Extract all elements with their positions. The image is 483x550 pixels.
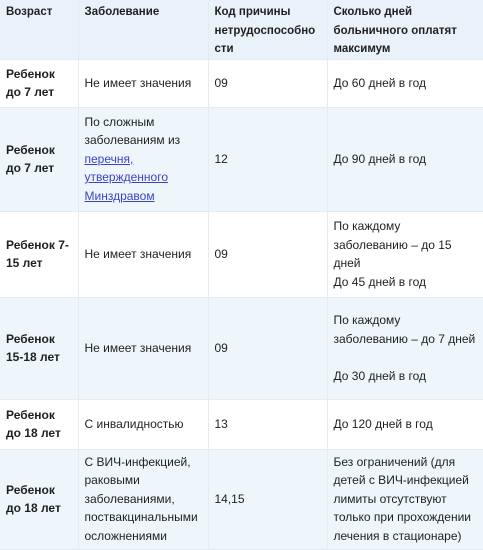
days-cell: До 120 дней в год (327, 399, 483, 449)
age-cell: Ребенок до 18 лет (0, 449, 78, 549)
days-per-illness: По каждому заболеванию – до 7 дней (333, 313, 476, 346)
code-cell: 09 (208, 59, 327, 107)
code-cell: 09 (208, 297, 327, 399)
ministry-list-link[interactable]: перечня, утвержденного Минздравом (84, 151, 169, 203)
disease-cell: С инвалидностью (78, 399, 208, 449)
days-per-illness: По каждому заболеванию – до 15 дней (333, 219, 452, 270)
table-row (0, 399, 483, 449)
code-cell: 09 (208, 211, 327, 297)
days-cell: До 60 дней в год (327, 59, 483, 107)
table-row (0, 107, 483, 211)
days-cell: Без ограничений (для детей с ВИЧ-инфекцией лимиты отсутствуют только при прохождении лечения в стационаре) (327, 449, 483, 549)
code-cell: 12 (208, 107, 327, 211)
age-cell: Ребенок до 18 лет (0, 399, 78, 449)
age-cell: Ребенок до 7 лет (0, 59, 78, 107)
age-cell: Ребенок до 7 лет (0, 107, 78, 211)
table-header-row (0, 0, 483, 59)
table-row (0, 211, 483, 297)
table-row (0, 59, 483, 107)
disease-cell: Не имеет значения (78, 211, 208, 297)
disease-cell: С ВИЧ-инфекцией, раковыми заболеваниями, поствакцинальными осложнениями (78, 449, 208, 549)
age-cell: Ребенок 7-15 лет (0, 211, 78, 297)
code-cell: 14,15 (208, 449, 327, 549)
disease-cell: Не имеет значения (78, 59, 208, 107)
header-disease: Заболевание (78, 0, 208, 59)
days-cell (327, 297, 483, 399)
code-cell: 13 (208, 399, 327, 449)
header-days: Сколько дней больничного оплатят максимум (327, 0, 483, 59)
disease-text: По сложным заболеваниям из (84, 114, 181, 148)
disease-cell: Не имеет значения (78, 297, 208, 399)
age-cell: Ребенок 15-18 лет (0, 297, 78, 399)
header-code: Код причины нетрудоспособности (208, 0, 327, 59)
days-per-year: До 45 дней в год (333, 274, 427, 289)
table-row (0, 297, 483, 399)
days-cell: До 90 дней в год (327, 107, 483, 211)
header-age: Возраст (0, 0, 78, 59)
table-row (0, 449, 483, 549)
days-per-year: До 30 дней в год (333, 368, 427, 383)
days-cell (327, 211, 483, 297)
disease-cell (78, 107, 208, 211)
